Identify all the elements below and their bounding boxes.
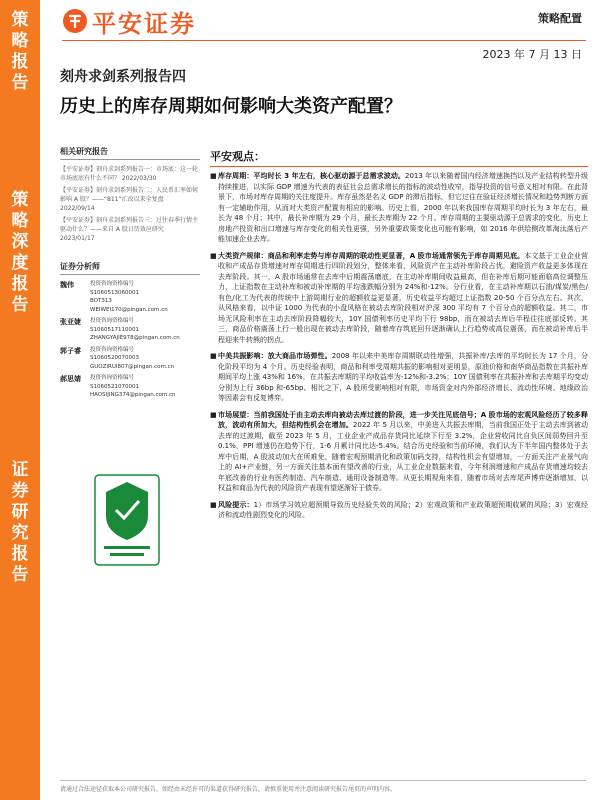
paragraph-text bbox=[218, 500, 588, 521]
analyst-name: 张亚婕 bbox=[60, 318, 81, 326]
analyst-name: 郝思婧 bbox=[60, 375, 81, 383]
analyst-info-line: S1060520070003 bbox=[90, 355, 139, 361]
analyst-list bbox=[60, 280, 200, 400]
sidebar-char: 告 bbox=[11, 295, 29, 315]
paragraph-text bbox=[218, 410, 588, 494]
related-report-item[interactable]: 【平安证券】刻舟求剑系列报告三：过往春季行情主驱动什么？——来自 A 股日历效应研究 2023/01/17 bbox=[60, 217, 199, 242]
doc-type: 策略配置 bbox=[538, 12, 582, 25]
report-date: 2023 年 7 月 13 日 bbox=[482, 48, 582, 61]
analyst-info bbox=[90, 346, 174, 372]
analyst-info-line[interactable]: GUOZIRUI807@pingan.com.cn bbox=[90, 363, 175, 370]
paragraph-body: 2013 年以来随着国内经济增速换挡以及产业结构转型升级持续推进，以实际 GDP 增速为代表的表征社会总需求增长的指标的波动性收窄，指导投资的信号意义相对有限。在此背景下，市场对库存周期的关注度提升。库存虽然是名义 GDP 的滞后指标，但它过往在验证经济增长情况和趋势判断方面有一定辅助作用，从而对大类资产配置有相应的影响。历史上看，2000 年以来我国库存周期平均时长为 3 年左右，最长为 48 个月；其中，最长补库期为 29 个月，最长去库期为 22 个月。库存周期的主要驱动源于总需求的变化，历史上房地产投资和出口增速与库存变化的相关性更强，另外重要政策变化也可能有影响，如 2016 年供给侧改革淘汰落后产能加速企业去库。 bbox=[218, 172, 588, 243]
sidebar-label-strategy-report bbox=[0, 10, 40, 94]
sidebar-char: 略 bbox=[11, 31, 29, 51]
sidebar-label-strategy-deep-report bbox=[0, 190, 40, 316]
sidebar-char: 证 bbox=[11, 460, 29, 480]
analyst-info-line: S1060517110001 bbox=[90, 326, 139, 333]
key-view-paragraph bbox=[210, 500, 588, 521]
bullet-square-icon: ■ bbox=[210, 410, 217, 419]
sidebar-label-securities-research-report bbox=[0, 460, 40, 586]
header-divider bbox=[62, 40, 586, 41]
analyst-info-line[interactable]: ZHANGYAJIE978@pingan.com.cn bbox=[90, 335, 180, 341]
analyst-info-line: 投资咨询资格编号 bbox=[90, 375, 135, 381]
related-research-heading: 相关研究报告 bbox=[60, 146, 200, 160]
paragraph-lead: 大类资产规律：商品和利率走势与库存周期的联动性更显著，A 股市场通常领先于库存周期见底。 bbox=[218, 251, 525, 260]
sidebar-char: 报 bbox=[11, 544, 29, 564]
bullet-square-icon: ■ bbox=[210, 251, 217, 260]
paragraph-text bbox=[218, 171, 588, 245]
sidebar-char: 报 bbox=[11, 52, 29, 72]
paragraph-lead: 市场展望：当前我国处于由主动去库向被动去库过渡的阶段，进一步关注见底信号；A 股市场的宏观风险经历了较多释放，波动有所加大，但结构性机会在增加。 bbox=[218, 410, 588, 429]
analyst-info bbox=[90, 317, 180, 343]
key-views-body bbox=[210, 171, 588, 521]
analyst-info-line: 投资咨询资格编号 bbox=[90, 281, 135, 287]
key-view-paragraph bbox=[210, 171, 588, 245]
analyst-info-line[interactable]: WEIWEI170@pingan.com.cn bbox=[90, 306, 168, 313]
key-view-paragraph bbox=[210, 410, 588, 494]
bullet-square-icon: ■ bbox=[210, 500, 217, 509]
analyst-name: 郭子睿 bbox=[60, 346, 81, 355]
sidebar-char: 策 bbox=[11, 190, 29, 210]
paragraph-lead: 中美共振影响：放大商品市场弹性。 bbox=[218, 352, 332, 360]
analyst-entry bbox=[60, 346, 200, 372]
analysts-heading: 证券分析师 bbox=[60, 261, 200, 275]
company-logo bbox=[62, 6, 196, 36]
sidebar-char: 策 bbox=[11, 10, 29, 30]
analyst-certification-badge-icon bbox=[94, 474, 160, 566]
logo-emblem-icon bbox=[62, 8, 88, 34]
paragraph-body: 2022 年 5 月以来，中美进入共振去库期，当前我国正处于主动去库到被动去库的过渡期，截至 2023 年 5 月，工业企业产成品存货同比延续下行至 3.2%，企业营收同比自负区间弱势回升至 0.1%，PPI 增速仍在趋势下行，1-6 月累计同比达-5.4%。结合历史经验和当前环境，我们认为下半年国内整体处于去库中后期，A 股波动加大在所难免，随着宏观预期消化和政策加码支持，结构性机会有望增加，一方面关注产业景气向上的 AI+产业链，另一方面关注基本面有望改善的行业，从工业企业数据来看，今年利润增速和产成品存货增速均较去年底改善的行业有医药制造、汽车制造、通用设备制造等。从更长期视角来看，随着市场对去库尾声博弈逐渐增加，以权益和商品为代表的风险资产表现有望逐渐好于债券。 bbox=[218, 421, 588, 492]
sidebar-char: 度 bbox=[11, 253, 29, 273]
logo-text: 平安证券 bbox=[92, 8, 196, 38]
paragraph-body: 本文基于工业企业营收和产成品存货增速对库存周期进行四阶段划分，整体来看，风险资产在主动补库阶段占优，避险资产收益更多体现在去库阶段。其一，A 股市场通常在去库中后期震荡磨底，在主动补库期间收益最高，但在补库后期可能面临高位调整压力，上证指数在主动补库和被动补库期的平均涨跌幅分别为 24%和-12%。分行业看，在主动补库期以石油/煤炭/黑色/有色/化工为代表的传统中上游周期行业的超额收益更显著，历史收益平均超过上证指数 20-50 个百分点左右。其次，从风格来看，以中证 1000 为代表的小盘风格在被动去库阶段相对沪深 300 平均有 7 个百分点的超额收益。其二，市场无风险利率在主动去库阶段降幅较大，10Y 国债利率历史平均下行 98bp，而在被动去库后半程往往底部反转。其三，商品价格震荡上行一般出现在被动去库阶段，随着库存筑底回升逐渐确认上行趋势或高位震荡，而在被动补库后半程迎来牛转熊的拐点。 bbox=[218, 251, 588, 344]
sidebar-char: 略 bbox=[11, 211, 29, 231]
key-view-paragraph bbox=[210, 351, 588, 404]
analyst-info-line: S1060513060001 bbox=[90, 289, 139, 296]
sidebar-char: 券 bbox=[11, 481, 29, 501]
sidebar-char: 告 bbox=[11, 565, 29, 585]
analyst-entry bbox=[60, 280, 200, 314]
paragraph-lead: 风险提示： bbox=[218, 500, 254, 509]
analyst-name: 魏伟 bbox=[60, 281, 74, 289]
left-column bbox=[60, 146, 200, 403]
bullet-square-icon: ■ bbox=[210, 352, 217, 360]
sidebar-char: 报 bbox=[11, 274, 29, 294]
sidebar-char: 研 bbox=[11, 502, 29, 522]
report-title: 历史上的库存周期如何影响大类资产配置？ bbox=[60, 96, 402, 117]
footer-disclaimer: 请通过合法途径获取本公司研究报告，如经由未经许可的渠道获得研究报告，请慎重使用并注意阅读研究报告尾页的声明内容。 bbox=[60, 780, 586, 793]
analyst-entry bbox=[60, 317, 200, 343]
main-column bbox=[210, 148, 588, 527]
analyst-info-line: BOT313 bbox=[90, 298, 112, 304]
bullet-square-icon: ■ bbox=[210, 172, 217, 180]
paragraph-body: 1）市场学习效应超预期导致历史经验失效的风险；2）宏观政策和产业政策超预期收紧的风险；3）宏观经济和流动性剧烈变化的风险。 bbox=[218, 500, 588, 519]
analyst-info bbox=[90, 280, 168, 314]
paragraph-text bbox=[218, 351, 588, 404]
sidebar-char: 究 bbox=[11, 523, 29, 543]
key-view-paragraph bbox=[210, 251, 588, 346]
sidebar-char: 告 bbox=[11, 73, 29, 93]
analyst-info bbox=[90, 374, 175, 400]
analyst-info-line[interactable]: HAOSIJING374@pingan.com.cn bbox=[90, 392, 176, 398]
analyst-info-line: 投资咨询资格编号 bbox=[90, 346, 135, 353]
analyst-info-line: S1060521070001 bbox=[90, 383, 139, 390]
report-series: 刻舟求剑系列报告四 bbox=[60, 69, 186, 85]
key-views-heading: 平安观点： bbox=[210, 148, 588, 167]
related-research-list bbox=[60, 165, 200, 243]
analyst-entry bbox=[60, 374, 200, 400]
sidebar-char: 深 bbox=[11, 232, 29, 252]
paragraph-text bbox=[218, 251, 588, 346]
analyst-info-line: 投资咨询资格编号 bbox=[90, 318, 135, 324]
left-sidebar bbox=[0, 0, 40, 800]
paragraph-body: 2008 年以来中美库存周期联动性增强，共振补库/去库的平均时长为 17 个月，分化阶段平均为 4 个月。历史经验表明，商品和利率受周期共振的影响相对更明显，原油价格和南华商品指数在共振补库期间平均上涨 43%和 16%，在共振去库期的平均收益率为-12%和-3.2%；10Y 国债利率在共振补库和去库期平均变动分别为上行 36bp 和-65bp。相比之下，A 股所受影响相对有限，市场资金对内外部经济增长、流动性环境、地缘政治等因素会有反复博弈。 bbox=[218, 352, 589, 402]
related-report-item[interactable]: 【平安证券】刻舟求剑系列报告二：人民币汇率如何影响 A 股？——“811”汇改以来全复盘 2022/09/14 bbox=[60, 187, 199, 212]
related-report-item[interactable]: 【平安证券】刻舟求剑系列报告一：市场底：这一轮市场底底有什么不同？ 2022/03/30 bbox=[60, 166, 199, 182]
paragraph-lead: 库存周期：平均时长 3 年左右，核心驱动源于总需求波动。 bbox=[218, 172, 406, 180]
